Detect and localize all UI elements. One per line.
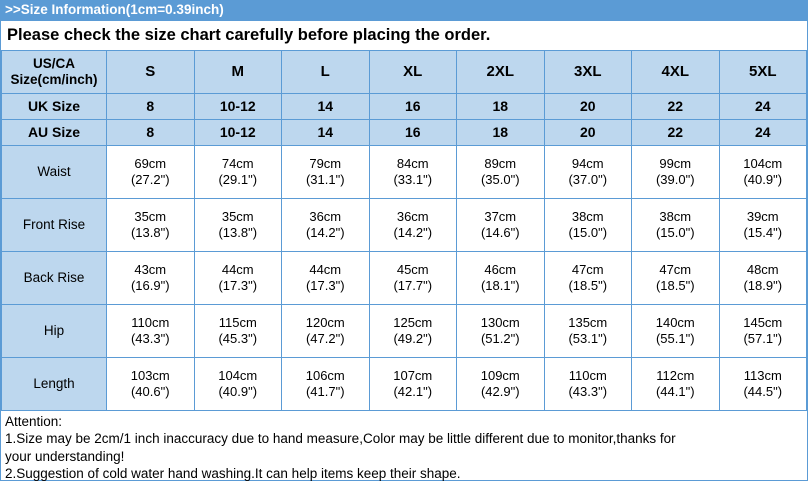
corner-label-line1: US/CA (32, 56, 75, 72)
measurement-inch: (14.6") (480, 224, 520, 240)
measurement-inch: (39.0") (655, 171, 695, 187)
measurement-cm: 113cm (743, 367, 782, 383)
measurement-cm: 103cm (130, 367, 170, 383)
measurement-cm: 48cm (746, 261, 779, 277)
column-header: M (194, 50, 282, 93)
measurement-inch: (40.9") (218, 383, 258, 399)
measurement-cm: 89cm (484, 155, 517, 171)
uk-size-row (2, 93, 807, 119)
measurement-inch: (57.1") (743, 330, 783, 346)
measurement-inch: (37.0") (568, 171, 608, 187)
measurement-label: Front Rise (2, 198, 107, 251)
measurement-inch: (13.8") (130, 224, 170, 240)
measurement-cm: 74cm (221, 155, 254, 171)
column-header: 4XL (632, 50, 720, 93)
measurement-inch: (13.8") (218, 224, 258, 240)
measurement-inch: (31.1") (305, 171, 345, 187)
measurement-inch: (42.9") (480, 383, 520, 399)
uk-size-value: 20 (544, 93, 632, 119)
measurement-label: Length (2, 357, 107, 410)
measurement-inch: (18.5") (568, 277, 608, 293)
measurement-inch: (43.3") (568, 383, 608, 399)
measurement-cell (369, 198, 457, 251)
au-size-label: AU Size (2, 119, 107, 145)
measurement-cell (282, 145, 370, 198)
measurement-inch: (51.2") (480, 330, 520, 346)
au-size-value: 10-12 (194, 119, 282, 145)
measurement-cm: 35cm (221, 208, 254, 224)
measurement-inch: (18.1") (480, 277, 520, 293)
measurement-inch: (35.0") (480, 171, 520, 187)
measurement-cm: 145cm (743, 314, 783, 330)
measurement-cell (719, 357, 807, 410)
measurement-cm: 112cm (656, 367, 695, 383)
attention-notes (1, 411, 807, 482)
measurement-cm: 110cm (131, 314, 170, 330)
measurement-inch: (16.9") (130, 277, 170, 293)
measurement-cell (719, 198, 807, 251)
measurement-cm: 104cm (743, 155, 783, 171)
measurement-cm: 104cm (218, 367, 258, 383)
measurement-cell (107, 198, 195, 251)
measurement-cell (369, 357, 457, 410)
measurement-cm: 107cm (393, 367, 433, 383)
measurement-cm: 140cm (655, 314, 695, 330)
measurement-cell (457, 357, 545, 410)
measurement-cell (457, 251, 545, 304)
measurement-cell (632, 304, 720, 357)
measurement-cm: 84cm (396, 155, 429, 171)
measurement-cm: 125cm (393, 314, 433, 330)
uk-size-value: 8 (107, 93, 195, 119)
measurement-inch: (44.1") (655, 383, 695, 399)
measurement-cell (544, 145, 632, 198)
corner-label (2, 50, 107, 93)
measurement-cm: 43cm (134, 261, 167, 277)
uk-size-value: 22 (632, 93, 720, 119)
attention-line-1-cont: your understanding! (5, 448, 125, 464)
measurement-cm: 130cm (480, 314, 520, 330)
attention-line-2: 2.Suggestion of cold water hand washing.It can help items keep their shape. (5, 465, 461, 481)
measurement-inch: (42.1") (393, 383, 433, 399)
measurement-cell (194, 251, 282, 304)
measurement-inch: (15.4") (743, 224, 783, 240)
measurement-inch: (45.3") (218, 330, 258, 346)
au-size-value: 16 (369, 119, 457, 145)
column-header: XL (369, 50, 457, 93)
measurement-cell (544, 198, 632, 251)
column-header: 3XL (544, 50, 632, 93)
measurement-inch: (14.2") (305, 224, 345, 240)
measurement-cell (194, 357, 282, 410)
measurement-cell (282, 198, 370, 251)
measurement-cm: 69cm (134, 155, 167, 171)
measurement-label: Waist (2, 145, 107, 198)
measurement-cell (632, 357, 720, 410)
au-size-row (2, 119, 807, 145)
measurement-cm: 109cm (480, 367, 520, 383)
au-size-value: 24 (719, 119, 807, 145)
measurement-cell (719, 304, 807, 357)
column-header: S (107, 50, 195, 93)
measurement-cm: 47cm (571, 261, 604, 277)
au-size-value: 20 (544, 119, 632, 145)
measurement-cell (194, 304, 282, 357)
column-header: 2XL (457, 50, 545, 93)
measurement-inch: (18.9") (743, 277, 783, 293)
measurement-cell (194, 198, 282, 251)
measurement-cell (719, 251, 807, 304)
measurement-inch: (18.5") (655, 277, 695, 293)
measurement-cell (369, 304, 457, 357)
measurement-cm: 36cm (396, 208, 429, 224)
measurement-cm: 79cm (309, 155, 342, 171)
table-row (2, 304, 807, 357)
measurement-inch: (49.2") (393, 330, 433, 346)
au-size-value: 8 (107, 119, 195, 145)
table-row (2, 251, 807, 304)
size-chart-subtitle: Please check the size chart carefully before placing the order. (7, 25, 491, 44)
measurement-cell (107, 357, 195, 410)
column-header: 5XL (719, 50, 807, 93)
measurement-inch: (43.3") (130, 330, 170, 346)
measurement-label: Hip (2, 304, 107, 357)
measurement-cm: 135cm (568, 314, 608, 330)
measurement-inch: (17.3") (305, 277, 345, 293)
measurement-inch: (40.6") (130, 383, 170, 399)
measurement-cell (282, 357, 370, 410)
measurement-inch: (29.1") (218, 171, 258, 187)
measurement-inch: (15.0") (655, 224, 695, 240)
measurement-inch: (17.3") (218, 277, 258, 293)
measurement-cm: 44cm (309, 261, 342, 277)
measurement-inch: (15.0") (568, 224, 608, 240)
measurement-cm: 37cm (484, 208, 517, 224)
measurement-cm: 39cm (746, 208, 779, 224)
au-size-value: 22 (632, 119, 720, 145)
measurement-cm: 115cm (218, 314, 257, 330)
measurement-inch: (27.2") (130, 171, 170, 187)
au-size-value: 14 (282, 119, 370, 145)
measurement-cm: 99cm (659, 155, 692, 171)
measurement-inch: (53.1") (568, 330, 608, 346)
uk-size-value: 14 (282, 93, 370, 119)
table-row (2, 357, 807, 410)
measurement-cell (632, 198, 720, 251)
measurement-inch: (33.1") (393, 171, 433, 187)
measurement-cell (457, 198, 545, 251)
table-row (2, 145, 807, 198)
measurement-cell (544, 357, 632, 410)
measurement-cell (107, 145, 195, 198)
measurement-cell (194, 145, 282, 198)
size-information-banner: >>Size Information(1cm=0.39inch) (1, 1, 807, 21)
measurement-cm: 110cm (568, 367, 607, 383)
attention-title: Attention: (5, 413, 63, 429)
measurement-cell (632, 145, 720, 198)
measurement-cell (282, 304, 370, 357)
measurement-cm: 120cm (305, 314, 345, 330)
measurement-cell (369, 145, 457, 198)
size-chart-table (1, 50, 807, 411)
uk-size-value: 24 (719, 93, 807, 119)
measurement-inch: (17.7") (393, 277, 433, 293)
measurement-inch: (40.9") (743, 171, 783, 187)
table-header-row (2, 50, 807, 93)
measurement-label: Back Rise (2, 251, 107, 304)
measurement-cell (369, 251, 457, 304)
measurement-cm: 46cm (484, 261, 517, 277)
measurement-cell (544, 251, 632, 304)
measurement-inch: (44.5") (743, 383, 783, 399)
measurement-cm: 106cm (305, 367, 345, 383)
measurement-cell (457, 304, 545, 357)
measurement-cell (632, 251, 720, 304)
measurement-cm: 36cm (309, 208, 342, 224)
measurement-cm: 47cm (659, 261, 692, 277)
measurement-inch: (47.2") (305, 330, 345, 346)
measurement-inch: (41.7") (305, 383, 345, 399)
measurement-inch: (14.2") (393, 224, 433, 240)
measurement-cell (107, 251, 195, 304)
table-row (2, 198, 807, 251)
measurement-cell (544, 304, 632, 357)
measurement-cm: 44cm (221, 261, 254, 277)
au-size-value: 18 (457, 119, 545, 145)
uk-size-value: 16 (369, 93, 457, 119)
measurement-cm: 45cm (396, 261, 429, 277)
measurement-cell (719, 145, 807, 198)
measurement-cell (457, 145, 545, 198)
measurement-cm: 38cm (571, 208, 604, 224)
measurement-cell (107, 304, 195, 357)
measurement-cm: 94cm (571, 155, 604, 171)
measurement-cell (282, 251, 370, 304)
uk-size-value: 18 (457, 93, 545, 119)
measurement-cm: 35cm (134, 208, 167, 224)
corner-label-line2: Size(cm/inch) (10, 71, 98, 87)
column-header: L (282, 50, 370, 93)
attention-line-1: 1.Size may be 2cm/1 inch inaccuracy due to hand measure,Color may be little different due to monitor,thanks for (5, 431, 676, 447)
measurement-cm: 38cm (659, 208, 692, 224)
uk-size-label: UK Size (2, 93, 107, 119)
uk-size-value: 10-12 (194, 93, 282, 119)
measurement-inch: (55.1") (655, 330, 695, 346)
